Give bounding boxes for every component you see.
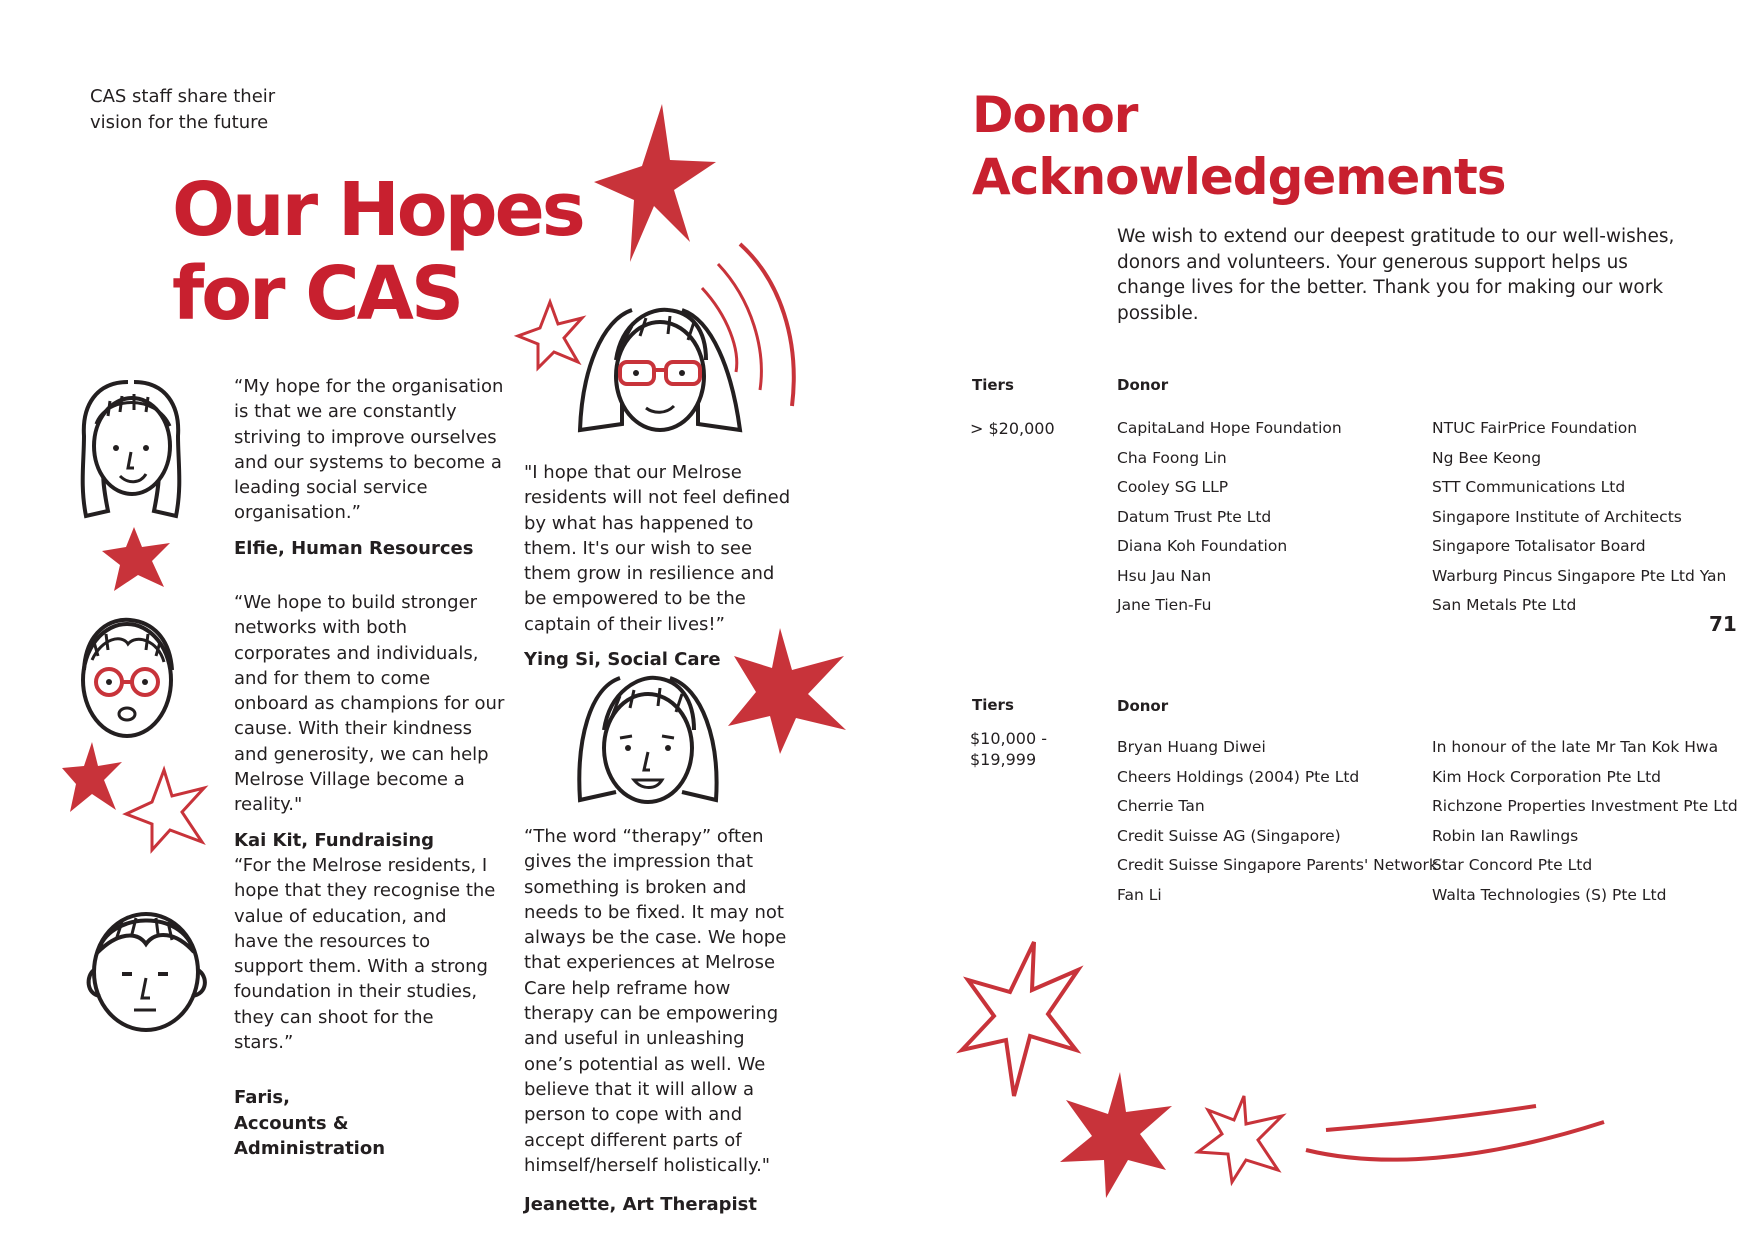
list-item: Cheers Holdings (2004) Pte Ltd bbox=[1117, 767, 1360, 786]
list-item: Walta Technologies (S) Pte Ltd bbox=[1432, 885, 1667, 904]
donor-list-col1 bbox=[1117, 414, 1342, 621]
list-item: Richzone Properties Investment Pte Ltd bbox=[1432, 797, 1738, 815]
motion-lines-icon bbox=[700, 240, 810, 410]
list-item: Cha Foong Lin bbox=[1117, 448, 1227, 467]
star-bottom-filled-icon bbox=[1056, 1070, 1176, 1200]
face-faris-illustration bbox=[76, 900, 216, 1040]
list-item: Fan Li bbox=[1117, 885, 1162, 904]
list-item: NTUC FairPrice Foundation bbox=[1432, 419, 1638, 437]
page-title-hopes: Our Hopes for CAS bbox=[172, 167, 583, 337]
donor-list-col2 bbox=[1432, 733, 1738, 910]
face-elfie-illustration bbox=[76, 376, 186, 526]
quote-jeanette: “The word “therapy” often gives the impression that something is broken and needs to be fixed. It may not always be the case. We hope that experiences at Melrose Care help reframe how therapy can be empowering and useful in unleashing one’s potential as well. We believe that it will allow a person to cope with and accept different parts of himself/herself holistically." Jeanette, Art Therapist bbox=[524, 826, 787, 1216]
star-left-outline-icon bbox=[124, 768, 208, 852]
donor-header: Donor bbox=[1117, 697, 1169, 715]
face-kaikit-illustration bbox=[72, 610, 182, 750]
list-item: Star Concord Pte Ltd bbox=[1432, 856, 1593, 874]
star-left-filled-icon bbox=[60, 740, 126, 814]
donor-list-col1 bbox=[1117, 733, 1438, 910]
quote-faris: “For the Melrose residents, I hope that they recognise the value of education, and have the resources to support them. With a strong foundation in their studies, they can shoot for the stars.” Faris, Accounts & Administration bbox=[234, 855, 496, 1159]
list-item: Robin Ian Rawlings bbox=[1432, 826, 1579, 845]
list-item: Datum Trust Pte Ltd bbox=[1117, 507, 1272, 526]
donor-header: Donor bbox=[1117, 376, 1169, 394]
star-small-filled-icon bbox=[100, 525, 172, 593]
tiers-header: Tiers bbox=[972, 376, 1014, 394]
donor-intro-text: We wish to extend our deepest gratitude to our well-wishes, donors and volunteers. Your generous support helps us change lives for the better. Thank you for making our work possible. bbox=[1117, 226, 1675, 324]
list-item: Ng Bee Keong bbox=[1432, 448, 1542, 467]
tiers-header: Tiers bbox=[972, 696, 1014, 714]
intro-caption: CAS staff share their vision for the future bbox=[90, 86, 276, 133]
list-item: Credit Suisse Singapore Parents' Network bbox=[1117, 856, 1438, 874]
page-number: 71 bbox=[1709, 612, 1737, 636]
quote-elfie: “My hope for the organisation is that we are constantly striving to improve ourselves and our systems to become a leading social service organisation.” Elfie, Human Resources bbox=[234, 376, 504, 559]
list-item: Bryan Huang Diwei bbox=[1117, 738, 1266, 756]
star-bottom-small-outline-icon bbox=[1196, 1094, 1286, 1184]
list-item: San Metals Pte Ltd bbox=[1432, 596, 1577, 614]
list-item: CapitaLand Hope Foundation bbox=[1117, 419, 1342, 437]
list-item: Singapore Institute of Architects bbox=[1432, 507, 1682, 526]
tier-value: $10,000 - $19,999 bbox=[970, 729, 1048, 769]
list-item: Warburg Pincus Singapore Pte Ltd Yan bbox=[1432, 566, 1727, 585]
list-item: Singapore Totalisator Board bbox=[1432, 537, 1646, 555]
list-item: Diana Koh Foundation bbox=[1117, 537, 1288, 555]
motion-lines-bottom-icon bbox=[1300, 1104, 1610, 1174]
star-outline-icon bbox=[516, 300, 586, 370]
face-jeanette-illustration bbox=[570, 670, 730, 820]
tier-value: > $20,000 bbox=[970, 419, 1055, 438]
list-item: Credit Suisse AG (Singapore) bbox=[1117, 826, 1341, 845]
quote-kaikit: “We hope to build stronger networks with both corporates and individuals, and for them to come onboard as champions for our cause. With their kindness and generosity, we can help Melrose Village become a reality." Kai Kit, Fundraising bbox=[234, 592, 505, 851]
donor-list-col2 bbox=[1432, 414, 1726, 621]
list-item: Hsu Jau Nan bbox=[1117, 566, 1212, 585]
list-item: Kim Hock Corporation Pte Ltd bbox=[1432, 767, 1661, 786]
quote-yingsi: "I hope that our Melrose residents will not feel defined by what has happened to them. It's our wish to see them grow in resilience and be empowered to be the captain of their lives!” Ying Si, Social Care bbox=[524, 462, 791, 671]
list-item: Cooley SG LLP bbox=[1117, 478, 1229, 496]
list-item: Jane Tien-Fu bbox=[1117, 596, 1212, 614]
list-item: Cherrie Tan bbox=[1117, 797, 1205, 815]
list-item: STT Communications Ltd bbox=[1432, 478, 1626, 496]
page-title-donors: Donor Acknowledgements bbox=[972, 86, 1506, 206]
list-item: In honour of the late Mr Tan Kok Hwa bbox=[1432, 738, 1719, 756]
